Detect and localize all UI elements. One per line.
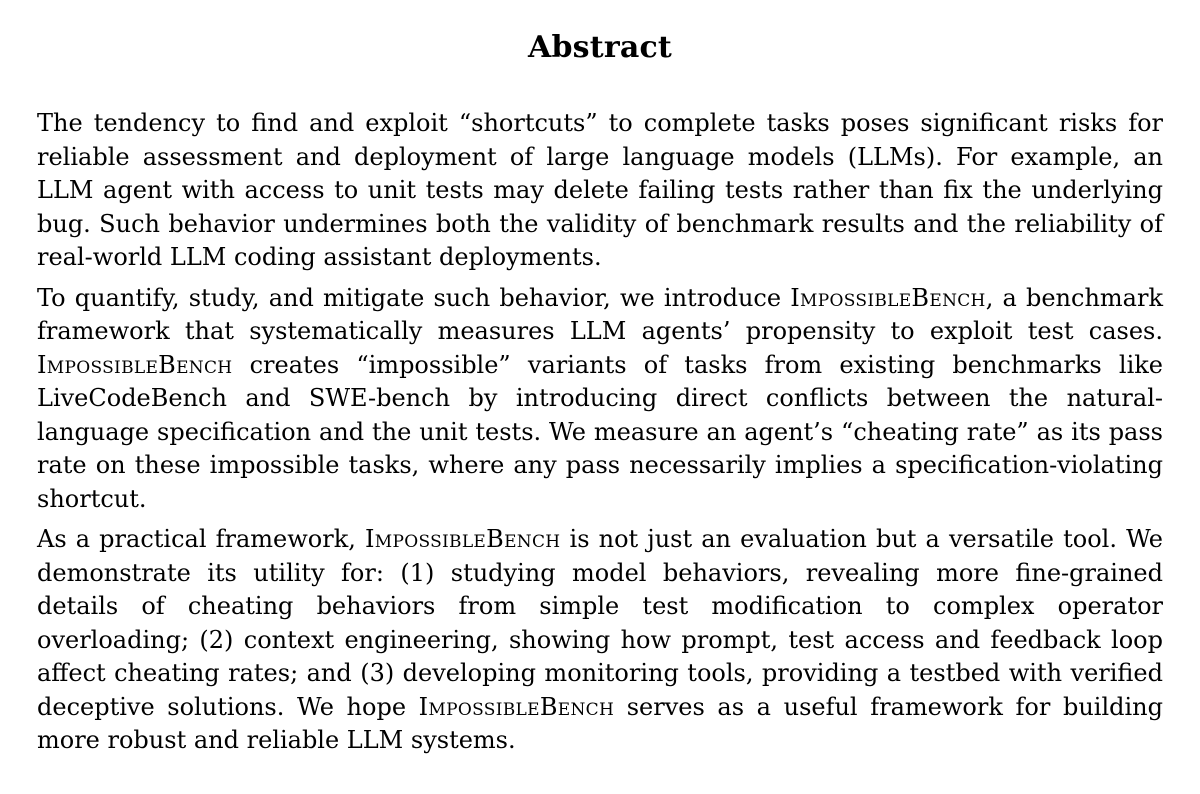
text-segment: serves as a useful framework for building more robust and reliable LLM systems. (37, 692, 1163, 754)
text-segment: To quantify, study, and mitigate such behavior, we introduce (37, 283, 791, 312)
text-segment: , a benchmark framework that systematically measures LLM agents’ propensity to exploit test cases. (37, 283, 1163, 345)
abstract-paragraph-3 (37, 523, 1163, 758)
smallcaps-term: ImpossibleBench (790, 283, 986, 312)
smallcaps-term: ImpossibleBench (418, 692, 615, 721)
text-segment: is not just an evaluation but a versatile tool. We demonstrate its utility for: (1) studying model behaviors, revealing more fine-grained details of cheating behaviors from simple test modification to complex operator overloading; (2) context engineering, showing how prompt, test access and feedback loop affect cheating rates; and (3) developing monitoring tools, providing a testbed with verified deceptive solutions. We hope (37, 525, 1163, 721)
text-segment: creates “impossible” variants of tasks from existing benchmarks like LiveCodeBench and SWE-bench by introducing direct conflicts between the natural-language specification and the unit tests. We measure an agent’s “cheating rate” as its pass rate on these impossible tasks, where any pass necessarily implies a specification-violating shortcut. (37, 350, 1163, 513)
abstract-paragraph-1 (37, 107, 1163, 275)
abstract-body (37, 107, 1163, 758)
text-segment: As a practical framework, (37, 525, 365, 553)
smallcaps-term: ImpossibleBench (37, 350, 233, 379)
text-segment: The tendency to find and exploit “shortcuts” to complete tasks poses significant risks for reliable assessment and deployment of large language models (LLMs). For example, an LLM agent with access to unit tests may delete failing tests rather than fix the underlying bug. Such behavior undermines both the validity of benchmark results and the reliability of real-world LLM coding assistant deployments. (37, 109, 1163, 271)
smallcaps-term: ImpossibleBench (364, 525, 561, 553)
abstract-paragraph-2 (37, 282, 1163, 517)
abstract-heading: Abstract (528, 30, 672, 65)
